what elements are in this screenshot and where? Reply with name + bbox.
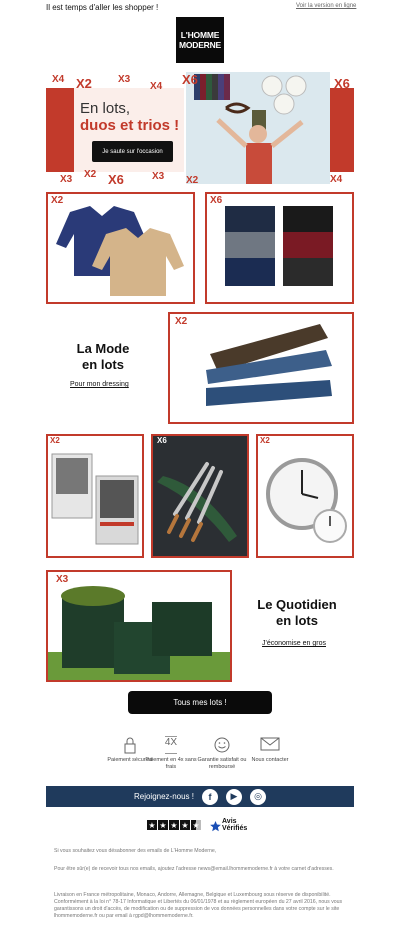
product-pants[interactable]	[168, 312, 354, 424]
feature-label: Nous contacter	[251, 757, 289, 763]
social-bar	[46, 786, 354, 807]
product-sweaters[interactable]	[46, 192, 195, 304]
star-icon: ★	[170, 820, 178, 830]
feature-label: Paiement sécurisé	[107, 757, 153, 763]
product-books[interactable]	[46, 434, 144, 558]
star-half-icon: ★	[192, 820, 200, 830]
sweaters-image	[48, 194, 193, 302]
legal-delivery-text: Livraison en France métropolitaine, Monaco, Andorre, Allemagne, Belgique et Luxembourg sous réserve de disponibilité. Conformément à la loi n° 78-17 Informatique et Libertés du 06/01/1978 et au règlement européen du 27 avril 2016, nous vous garantissons un droit d'accès, de modification ou de suppression de vos données personnelles dans votre compte sur le site lhommemoderne.fr ou par email à rgpd@lhommemoderne.fr.	[54, 892, 343, 919]
facebook-icon[interactable]: f	[202, 789, 218, 805]
hero-tag: X4	[330, 174, 343, 185]
4x-icon: 4X	[141, 736, 201, 754]
boxers-image	[207, 194, 352, 302]
product-knives[interactable]	[151, 434, 249, 558]
lot-tag: X6	[157, 436, 167, 445]
instagram-icon[interactable]: ◎	[250, 789, 266, 805]
address-book-text: Pour être sûr(e) de recevoir tous nos emails, ajoutez l'adresse news@email.lhommemoderne.fr à votre carnet d'adresses.	[54, 866, 334, 872]
feature-label: Paiement en 4x sans frais	[145, 757, 197, 770]
hero-tag: X2	[84, 169, 97, 180]
review-stars	[147, 820, 201, 830]
hero-tag: X4	[150, 81, 163, 92]
social-label: Rejoignez-nous !	[133, 792, 195, 801]
quotidien-title-line1: Le Quotidien	[257, 597, 337, 612]
lot-tag: X2	[50, 436, 60, 445]
envelope-icon	[240, 736, 300, 754]
view-online-link[interactable]: Voir la version en ligne	[296, 3, 357, 9]
hero-tag: X3	[60, 174, 73, 185]
lot-tag: X3	[56, 574, 69, 585]
avis-line2: Vérifiés	[222, 825, 248, 832]
product-garden-bags[interactable]	[46, 570, 232, 682]
feature-contact[interactable]	[240, 736, 300, 764]
hero-tag: X6	[108, 172, 124, 187]
star-icon: ★	[148, 820, 156, 830]
mode-title-line2: en lots	[82, 357, 124, 372]
avis-verifies-brand	[222, 818, 247, 832]
hero-title-line1: En lots,	[80, 100, 131, 117]
quotidien-title-line2: en lots	[276, 613, 318, 628]
product-clocks[interactable]	[256, 434, 354, 558]
lot-tag: X2	[175, 316, 188, 327]
quotidien-section-link[interactable]: J'économise en gros	[262, 640, 326, 647]
quotidien-section-title	[246, 597, 348, 629]
mode-section-link[interactable]: Pour mon dressing	[70, 381, 129, 388]
knives-image	[153, 436, 247, 556]
logo-line1: L'HOMME	[180, 30, 220, 40]
hero-tag: X3	[118, 74, 131, 85]
lot-tag: X2	[51, 195, 64, 206]
brand-logo[interactable]	[176, 17, 224, 63]
feature-label: Garantie satisfait ou remboursé	[197, 757, 247, 770]
hero-tag: X6	[334, 76, 350, 91]
avis-line1: Avis	[222, 818, 237, 825]
star-icon: ★	[159, 820, 167, 830]
hero-red-band-right	[330, 88, 354, 172]
clocks-image	[258, 436, 352, 556]
hero-image[interactable]	[186, 72, 330, 184]
hero-tag: X6	[182, 72, 198, 87]
lot-tag: X2	[260, 436, 270, 445]
mode-title-line1: La Mode	[76, 341, 130, 356]
preheader-text: Il est temps d'aller les shopper !	[46, 3, 159, 12]
hero-cta-button[interactable]: Je saute sur l'occasion	[92, 141, 173, 162]
product-boxers[interactable]	[205, 192, 354, 304]
hero-tag: X4	[52, 74, 65, 85]
garden-bags-image	[48, 572, 230, 680]
hero-tag: X3	[152, 171, 165, 182]
unsubscribe-text[interactable]: Si vous souhaitez vous désabonner des emails de L'Homme Moderne,	[54, 848, 217, 854]
youtube-icon[interactable]: ▶	[226, 789, 242, 805]
hero-red-band-left	[46, 88, 74, 172]
avis-verifies-logo-icon	[210, 819, 221, 837]
hero-title-line2: duos et trios !	[80, 117, 180, 134]
all-lots-button[interactable]: Tous mes lots !	[128, 691, 272, 714]
hero-tag: X2	[186, 175, 199, 186]
logo-line2: MODERNE	[178, 40, 222, 50]
hero-tag: X2	[76, 76, 92, 91]
pants-image	[170, 314, 352, 422]
lot-tag: X6	[210, 195, 223, 206]
books-image	[48, 436, 142, 556]
mode-section-title	[56, 341, 150, 373]
star-icon: ★	[181, 820, 189, 830]
